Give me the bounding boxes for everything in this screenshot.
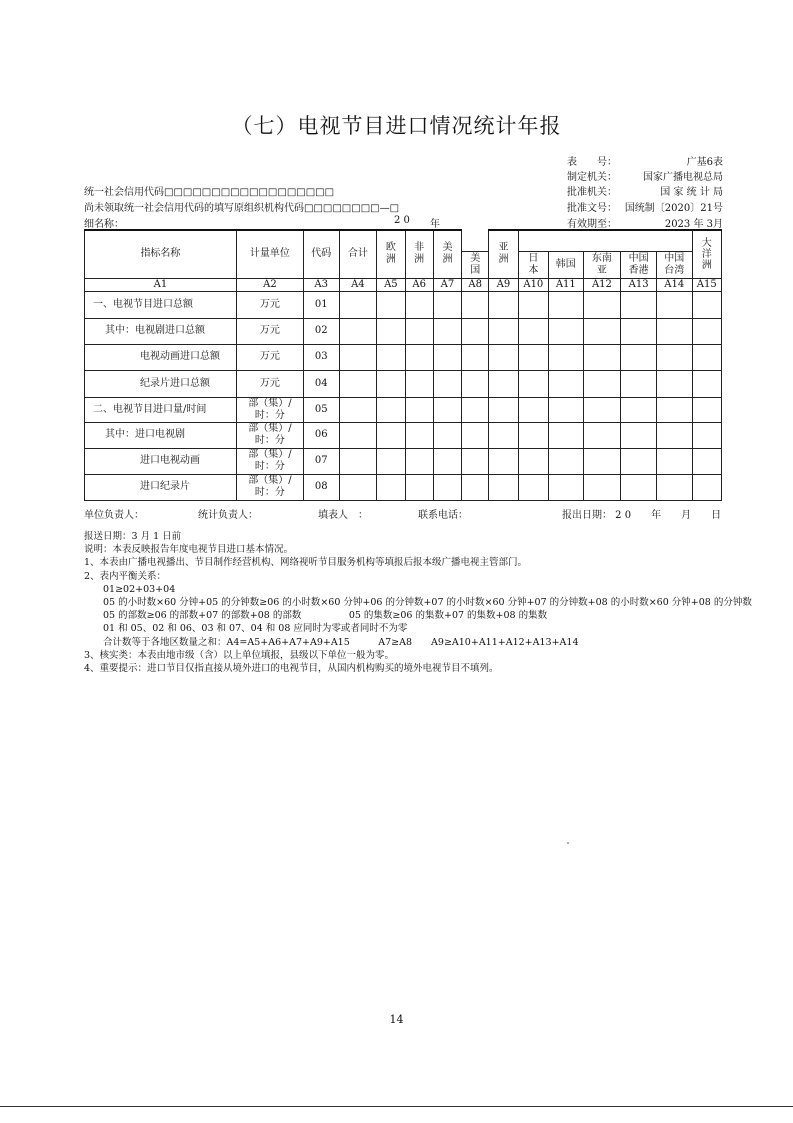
value-cell[interactable] <box>549 422 584 448</box>
value-cell[interactable] <box>433 474 461 500</box>
value-cell[interactable] <box>462 448 489 474</box>
value-cell[interactable] <box>621 474 657 500</box>
value-cell[interactable] <box>462 370 489 397</box>
meta-label: 制定机关： <box>567 172 617 183</box>
row-indicator-name: 电视动画进口总额 <box>85 344 237 370</box>
row-unit: 万元 <box>236 370 303 397</box>
report-year-suffix: 年 <box>430 219 440 230</box>
row-indicator-name: 其中：进口电视剧 <box>85 422 237 448</box>
row-indicator-name: 进口电视动画 <box>85 448 237 474</box>
value-cell[interactable] <box>656 422 692 448</box>
meta-value: 国统制〔2020〕21号 <box>624 203 723 214</box>
col-hong-kong: 中国 香港 <box>621 251 657 278</box>
table-row <box>85 291 722 318</box>
value-cell[interactable] <box>621 291 657 318</box>
value-cell[interactable] <box>339 474 377 500</box>
value-cell[interactable] <box>549 370 584 397</box>
value-cell[interactable] <box>377 474 405 500</box>
note-line: 05 的部数≥06 的部数+07 的部数+08 的部数 05 的集数≥06 的集数+07 的集数+08 的集数 <box>84 610 548 622</box>
value-cell[interactable] <box>462 318 489 344</box>
row-code: 03 <box>303 344 339 370</box>
meta-label: 批准文号： <box>567 203 617 214</box>
table-row <box>85 318 722 344</box>
value-cell[interactable] <box>377 291 405 318</box>
value-cell[interactable] <box>621 397 657 422</box>
value-cell[interactable] <box>462 344 489 370</box>
col-unit: 计量单位 <box>236 230 303 278</box>
meta-row-approval-no <box>567 199 723 214</box>
meta-label: 表 号： <box>567 157 617 168</box>
row-indicator-name: 一、电视节目进口总额 <box>85 291 237 318</box>
value-cell[interactable] <box>339 344 377 370</box>
value-cell[interactable] <box>405 397 433 422</box>
value-cell[interactable] <box>583 448 621 474</box>
meta-label: 有效期至： <box>567 219 617 230</box>
value-cell[interactable] <box>549 318 584 344</box>
col-americas: 美 洲 <box>433 230 461 278</box>
row-code: 07 <box>303 448 339 474</box>
row-code: 05 <box>303 397 339 422</box>
code-cell: A6 <box>405 278 433 291</box>
note-line: 1、本表由广播电视播出、节目制作经营机构、网络视听节目服务机构等填报后报本级广播电视主管部门。 <box>84 557 528 569</box>
note-line: 报送日期：3 月 1 日前 <box>84 531 182 542</box>
value-cell[interactable] <box>518 422 548 448</box>
unit-name-label: 细名称： <box>84 219 124 230</box>
meta-value: 国家广播电视总局 <box>643 172 723 183</box>
note-line: 01≥02+03+04 <box>84 583 176 595</box>
value-cell[interactable] <box>377 344 405 370</box>
code-cell: A12 <box>583 278 621 291</box>
value-cell[interactable] <box>692 344 721 370</box>
code-cell: A3 <box>303 278 339 291</box>
value-cell[interactable] <box>518 474 548 500</box>
value-cell[interactable] <box>405 318 433 344</box>
value-cell[interactable] <box>549 397 584 422</box>
value-cell[interactable] <box>656 370 692 397</box>
value-cell[interactable] <box>433 291 461 318</box>
value-cell[interactable] <box>656 397 692 422</box>
col-africa: 非 洲 <box>405 230 433 278</box>
value-cell[interactable] <box>489 474 518 500</box>
value-cell[interactable] <box>583 344 621 370</box>
value-cell[interactable] <box>656 291 692 318</box>
col-usa: 美 国 <box>462 251 489 278</box>
value-cell[interactable] <box>621 318 657 344</box>
value-cell[interactable] <box>621 448 657 474</box>
value-cell[interactable] <box>583 318 621 344</box>
scan-speck <box>567 842 569 844</box>
code-cell: A1 <box>85 278 237 291</box>
note-line: 4、重要提示：进口节目仅指直接从境外进口的电视节目，从国内机构购买的境外电视节目不填列。 <box>84 663 499 675</box>
value-cell[interactable] <box>339 422 377 448</box>
row-unit: 部（集）/ 时：分 <box>236 422 303 448</box>
row-indicator-name: 二、电视节目进口量/时间 <box>85 397 237 422</box>
note-line: 2、表内平衡关系： <box>84 570 167 582</box>
meta-value: 广基6表 <box>686 157 723 168</box>
value-cell[interactable] <box>433 448 461 474</box>
row-code: 04 <box>303 370 339 397</box>
code-cell: A8 <box>462 278 489 291</box>
row-indicator-name: 纪录片进口总额 <box>85 370 237 397</box>
row-code: 06 <box>303 422 339 448</box>
value-cell[interactable] <box>489 344 518 370</box>
code-row <box>85 278 722 291</box>
value-cell[interactable] <box>692 397 721 422</box>
value-cell[interactable] <box>518 370 548 397</box>
row-indicator-name: 其中：电视剧进口总额 <box>85 318 237 344</box>
value-cell[interactable] <box>489 370 518 397</box>
report-title: （七）电视节目进口情况统计年报 <box>231 114 562 138</box>
value-cell[interactable] <box>549 474 584 500</box>
note-line: 01 和 05、02 和 06、03 和 07、04 和 08 应同时为零或者同时不为零 <box>84 623 408 635</box>
col-japan: 日 本 <box>518 251 548 278</box>
value-cell[interactable] <box>621 370 657 397</box>
value-cell[interactable] <box>692 370 721 397</box>
col-indicator: 指标名称 <box>85 230 237 278</box>
col-code: 代码 <box>303 230 339 278</box>
note-line: 05 的小时数×60 分钟+05 的分钟数≥06 的小时数×60 分钟+06 的分钟数+07 的小时数×60 分钟+07 的分钟数+08 的小时数×60 分钟+08 的分钟数 <box>84 597 752 609</box>
value-cell[interactable] <box>377 422 405 448</box>
value-cell[interactable] <box>621 422 657 448</box>
report-date-label: 报出日期： 2 0 年 月 日 <box>562 510 722 521</box>
value-cell[interactable] <box>656 318 692 344</box>
value-cell[interactable] <box>518 291 548 318</box>
report-year-prefix: 2 0 <box>394 215 410 226</box>
notes-section <box>84 530 752 675</box>
table-row <box>85 370 722 397</box>
code-cell: A10 <box>518 278 548 291</box>
code-cell: A5 <box>377 278 405 291</box>
table-row <box>85 474 722 500</box>
row-unit: 万元 <box>236 344 303 370</box>
value-cell[interactable] <box>433 422 461 448</box>
code-cell: A9 <box>489 278 518 291</box>
value-cell[interactable] <box>518 448 548 474</box>
code-cell: A13 <box>621 278 657 291</box>
row-unit: 部（集）/ 时：分 <box>236 474 303 500</box>
value-cell[interactable] <box>433 370 461 397</box>
bottom-rule <box>0 1106 793 1107</box>
col-taiwan: 中国 台湾 <box>656 251 692 278</box>
value-cell[interactable] <box>405 291 433 318</box>
col-oceania: 大 洋 洲 <box>692 230 721 278</box>
unit-head-label: 单位负责人： <box>84 510 144 521</box>
value-cell[interactable] <box>692 422 721 448</box>
note-line: 合计数等于各地区数量之和：A4=A5+A6+A7+A9+A15 A7≥A8 A9≥A10+A11+A12+A13+A14 <box>84 636 579 648</box>
value-cell[interactable] <box>462 422 489 448</box>
meta-label: 批准机关： <box>567 187 617 198</box>
meta-value: 2023 年 3月 <box>664 219 723 230</box>
value-cell[interactable] <box>377 397 405 422</box>
value-cell[interactable] <box>377 448 405 474</box>
value-cell[interactable] <box>405 370 433 397</box>
code-cell: A2 <box>236 278 303 291</box>
col-usa-blank <box>462 230 489 251</box>
phone-label: 联系电话： <box>418 510 468 521</box>
note-line: 3、核实类：本表由地市级（含）以上单位填报，县级以下单位一般为零。 <box>84 649 395 661</box>
note-line: 说明：本表反映报告年度电视节目进口基本情况。 <box>84 544 294 556</box>
value-cell[interactable] <box>339 448 377 474</box>
value-cell[interactable] <box>377 370 405 397</box>
table-row <box>85 448 722 474</box>
value-cell[interactable] <box>518 344 548 370</box>
value-cell[interactable] <box>405 344 433 370</box>
value-cell[interactable] <box>583 397 621 422</box>
value-cell[interactable] <box>656 448 692 474</box>
code-cell: A11 <box>549 278 584 291</box>
value-cell[interactable] <box>405 448 433 474</box>
code-cell: A7 <box>433 278 461 291</box>
meta-row-form-no <box>567 153 723 168</box>
meta-value: 国 家 统 计 局 <box>660 187 723 198</box>
value-cell[interactable] <box>583 474 621 500</box>
row-code: 08 <box>303 474 339 500</box>
stat-head-label: 统计负责人： <box>198 510 258 521</box>
value-cell[interactable] <box>489 291 518 318</box>
value-cell[interactable] <box>583 370 621 397</box>
value-cell[interactable] <box>549 448 584 474</box>
value-cell[interactable] <box>656 344 692 370</box>
value-cell[interactable] <box>583 291 621 318</box>
row-unit: 万元 <box>236 318 303 344</box>
value-cell[interactable] <box>518 318 548 344</box>
org-code-line: 尚未领取统一社会信用代码的填写原组织机构代码□□□□□□□□—□ <box>84 203 400 214</box>
header-row-1 <box>85 230 722 251</box>
row-unit: 万元 <box>236 291 303 318</box>
code-cell: A4 <box>339 278 377 291</box>
value-cell[interactable] <box>692 291 721 318</box>
value-cell[interactable] <box>489 422 518 448</box>
credit-code-line: 统一社会信用代码□□□□□□□□□□□□□□□□□□ <box>84 187 335 198</box>
col-total: 合计 <box>339 230 377 278</box>
data-rows <box>85 291 722 500</box>
value-cell[interactable] <box>433 318 461 344</box>
value-cell[interactable] <box>489 318 518 344</box>
value-cell[interactable] <box>462 397 489 422</box>
row-unit: 部（集）/ 时：分 <box>236 448 303 474</box>
import-statistics-table <box>84 229 722 501</box>
value-cell[interactable] <box>462 291 489 318</box>
code-cell: A15 <box>692 278 721 291</box>
col-southeast-asia: 东南 亚 <box>583 251 621 278</box>
row-unit: 部（集）/ 时：分 <box>236 397 303 422</box>
table-row <box>85 397 722 422</box>
value-cell[interactable] <box>692 474 721 500</box>
value-cell[interactable] <box>549 291 584 318</box>
value-cell[interactable] <box>339 397 377 422</box>
value-cell[interactable] <box>339 318 377 344</box>
value-cell[interactable] <box>656 474 692 500</box>
table-row <box>85 344 722 370</box>
value-cell[interactable] <box>405 422 433 448</box>
value-cell[interactable] <box>489 397 518 422</box>
code-cell: A14 <box>656 278 692 291</box>
value-cell[interactable] <box>405 474 433 500</box>
value-cell[interactable] <box>377 318 405 344</box>
col-asia: 亚 洲 <box>489 230 518 278</box>
col-europe: 欧 洲 <box>377 230 405 278</box>
value-cell[interactable] <box>433 344 461 370</box>
row-indicator-name: 进口纪录片 <box>85 474 237 500</box>
value-cell[interactable] <box>339 291 377 318</box>
value-cell[interactable] <box>692 318 721 344</box>
meta-row-approver <box>567 183 723 198</box>
value-cell[interactable] <box>518 397 548 422</box>
value-cell[interactable] <box>489 448 518 474</box>
value-cell[interactable] <box>462 474 489 500</box>
filler-label: 填表人 ： <box>318 510 368 521</box>
value-cell[interactable] <box>339 370 377 397</box>
col-korea: 韩国 <box>549 251 584 278</box>
col-asia-sub-blank <box>518 230 692 251</box>
table-row <box>85 422 722 448</box>
page-number: 14 <box>389 1013 404 1026</box>
row-code: 01 <box>303 291 339 318</box>
value-cell[interactable] <box>433 397 461 422</box>
value-cell[interactable] <box>692 448 721 474</box>
value-cell[interactable] <box>549 344 584 370</box>
value-cell[interactable] <box>621 344 657 370</box>
value-cell[interactable] <box>583 422 621 448</box>
row-code: 02 <box>303 318 339 344</box>
meta-row-valid-until <box>567 215 723 230</box>
meta-row-authority <box>567 168 723 183</box>
